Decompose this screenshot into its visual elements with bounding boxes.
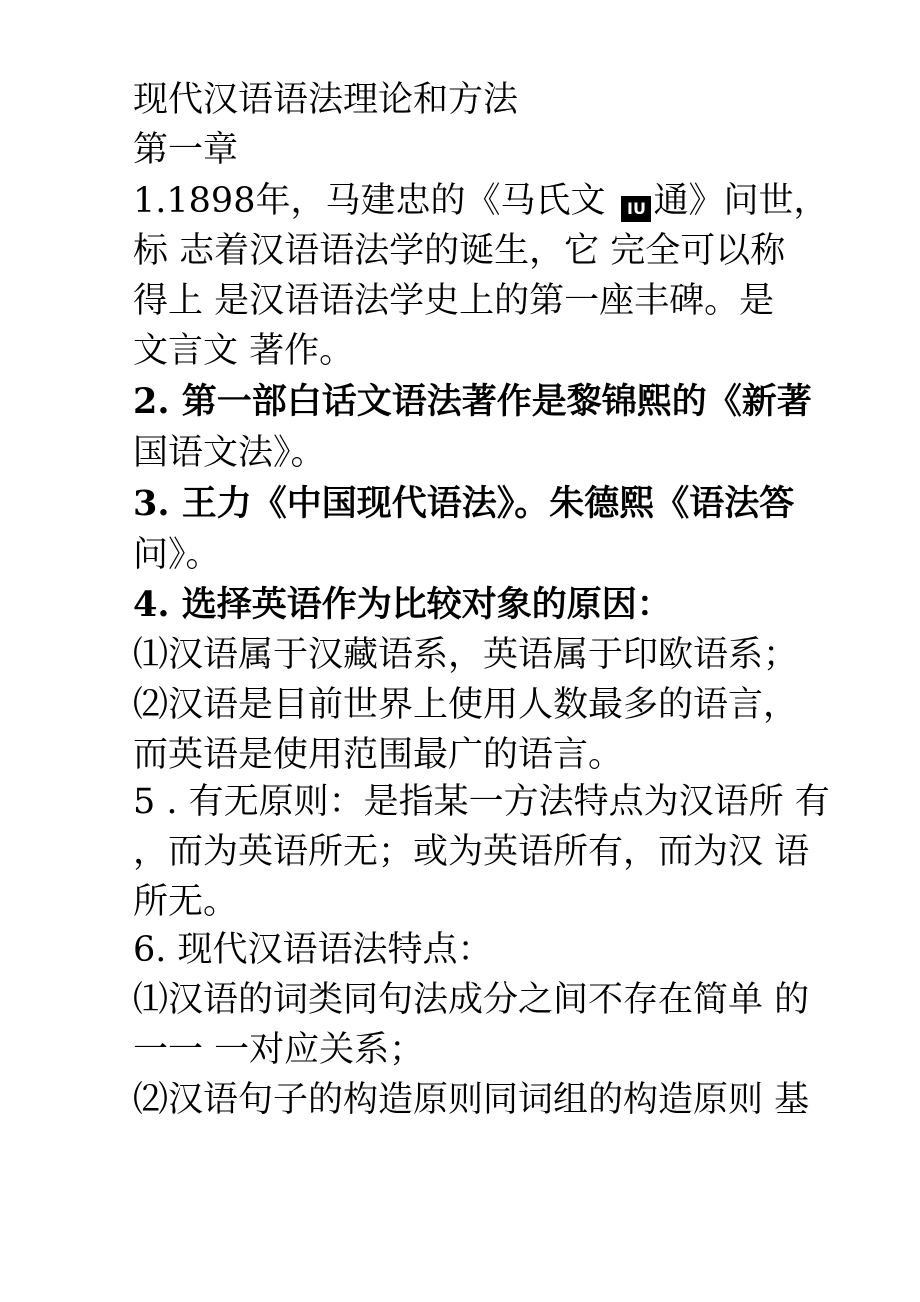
- document-title: 现代汉语语法理论和方法: [133, 80, 519, 120]
- line-text: 通》问世，: [653, 181, 829, 221]
- paragraph-line: ，而为英语所无；或为英语所有，而为汉 语: [133, 832, 810, 872]
- paragraph-line: 问》。: [133, 535, 221, 575]
- line-text: 1.1898年，马建忠的《马氏文: [133, 181, 606, 221]
- paragraph-line: 3. 王力《中国现代语法》。朱德熙《语法答: [133, 483, 795, 524]
- paragraph-line: 4. 选择英语作为比较对象的原因：: [133, 584, 672, 625]
- paragraph-line: 而英语是使用范围最广的语言。: [133, 735, 624, 775]
- paragraph-line: 标 志着汉语语法学的诞生，它 完全可以称: [133, 231, 786, 271]
- paragraph-line: 文言文 著作。: [133, 331, 355, 371]
- glyph-box-icon: IU: [621, 196, 651, 222]
- paragraph-line: 5 . 有无原则：是指某一方法特点为汉语所 有: [133, 782, 830, 822]
- paragraph-line: 6. 现代汉语语法特点：: [133, 930, 493, 970]
- paragraph-line: 2. 第一部白话文语法著作是黎锦熙的《新著: [133, 381, 812, 422]
- paragraph-line: 国语文法》。: [133, 433, 326, 473]
- paragraph-line: 一一 一对应关系；: [133, 1030, 425, 1070]
- paragraph-line: [133, 176, 828, 226]
- paragraph-line: 所无。: [133, 882, 239, 922]
- paragraph-line: ⑴汉语的词类同句法成分之间不存在简单 的: [133, 980, 810, 1020]
- paragraph-line: 得上 是汉语语法学史上的第一座丰碑。是: [133, 281, 775, 321]
- chapter-heading: 第一章: [133, 130, 239, 170]
- paragraph-line: ⑵汉语句子的构造原则同词组的构造原则 基: [133, 1080, 810, 1120]
- paragraph-line: ⑴汉语属于汉藏语系，英语属于印欧语系；: [133, 635, 799, 675]
- paragraph-line: ⑵汉语是目前世界上使用人数最多的语言，: [133, 685, 799, 725]
